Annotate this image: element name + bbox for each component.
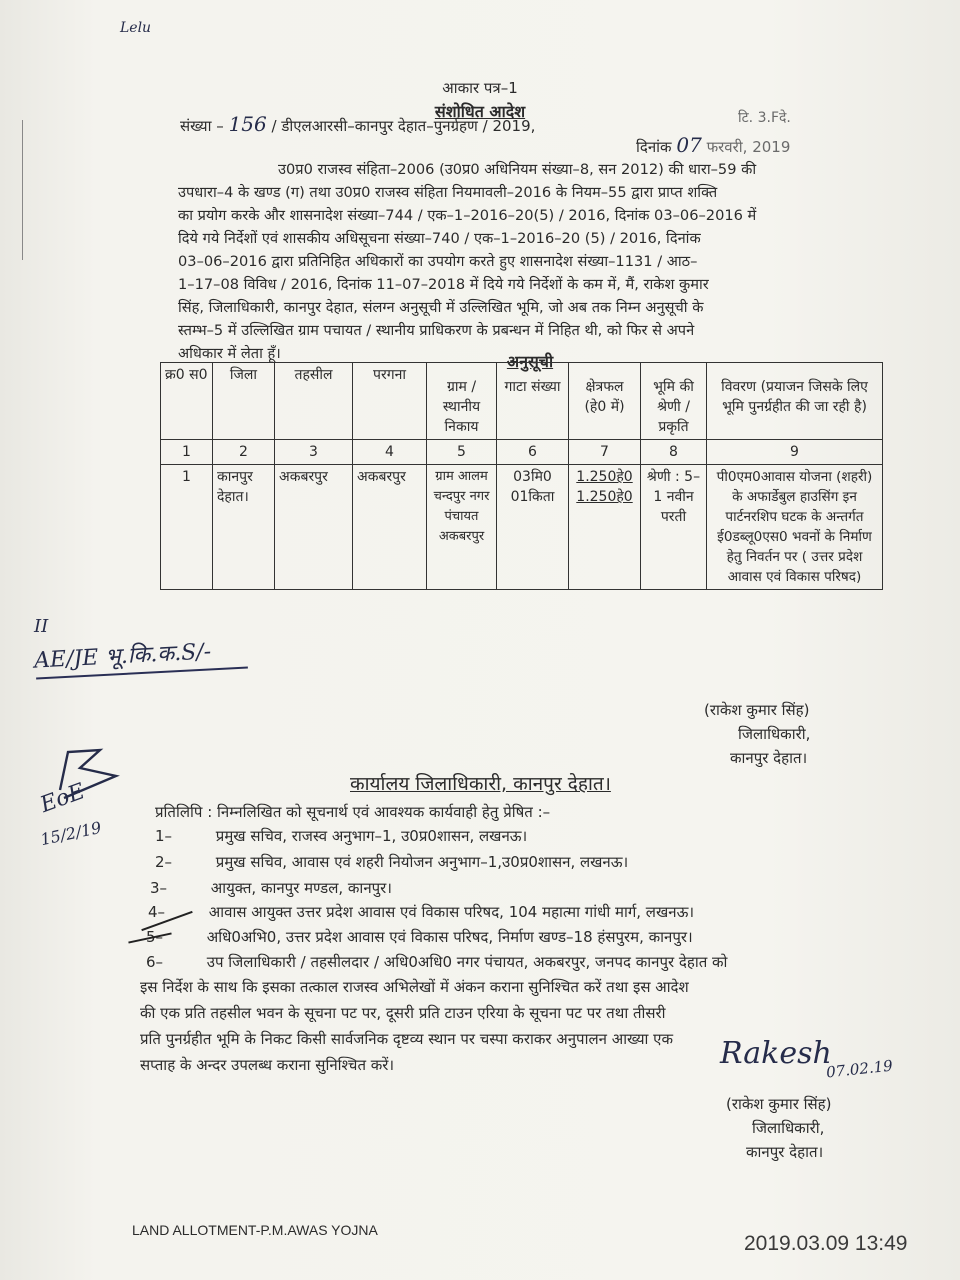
copy-item <box>148 900 694 924</box>
signature-block-2 <box>726 1092 831 1164</box>
signer-name: (राकेश कुमार सिंह) <box>726 1095 832 1113</box>
order-date-line <box>636 133 790 157</box>
header-district: जिला <box>213 363 275 440</box>
copy-item <box>150 876 392 900</box>
col-number: 4 <box>353 440 427 465</box>
top-right-faint-mark: टि. 3.Fदे. <box>738 110 791 126</box>
margin-note-ae-je: AE/JE भू.कि.क.S/- <box>33 639 212 674</box>
cell-description: पी0एम0आवास योजना (शहरी) के अफार्डेबुल हाउसिंग इन पार्टनरशिप घटक के अन्तर्गत ई0डब्लू0एस0 भवनों के निर्माण हेतु निवर्तन पर ( उत्तर प्रदेश आवास एवं विकास परिषद) <box>707 465 883 590</box>
copy-text: प्रमुख सचिव, राजस्व अनुभाग–1, उ0प्र0शासन, लखनऊ। <box>215 827 528 845</box>
col-number: 8 <box>641 440 707 465</box>
copy-num: 6– <box>146 953 164 971</box>
copy-num: 4– <box>148 903 166 921</box>
margin-note-top: II <box>34 616 49 637</box>
body-line: 1–17–08 विविध / 2016, दिनांक 11–07–2018 में दिये गये निर्देशों के कम में, मैं, राकेश कुमार <box>178 276 709 293</box>
copy-text: अधि0अभि0, उत्तर प्रदेश आवास एवं विकास परिषद, निर्माण खण्ड–18 हंसपुरम, कानपुर। <box>206 928 693 946</box>
body-line: उपधारा–4 के खण्ड (ग) तथा उ0प्र0 राजस्व संहिता नियमावली–2016 के नियम–55 द्वारा प्राप्त शक्ति <box>178 184 718 201</box>
cell-pargana: अकबरपुर <box>353 465 427 590</box>
header-description: विवरण (प्रयाजन जिसके लिए भूमि पुनर्ग्रहीत की जा रही है) <box>707 363 883 440</box>
copy-text: प्रमुख सचिव, आवास एवं शहरी नियोजन अनुभाग–1,उ0प्र0शासन, लखनऊ। <box>215 853 629 871</box>
order-ref: / डीएलआरसी–कानपुर देहात–पुनर्ग्रहण / 2019, <box>271 117 536 135</box>
copy-item <box>155 824 527 848</box>
copy-item <box>146 950 727 974</box>
order-number-prefix: संख्या – <box>180 117 224 135</box>
order-title: संशोधित आदेश <box>434 102 526 121</box>
signature-block-1 <box>704 698 810 770</box>
col-number: 6 <box>497 440 569 465</box>
body-line: उ0प्र0 राजस्व संहिता–2006 (उ0प्र0 अधिनियम संख्या–8, सन 2012) की धारा–59 की <box>278 161 757 178</box>
photo-timestamp: 2019.03.09 13:49 <box>744 1232 908 1255</box>
continuation-line: इस निर्देश के साथ कि इसका तत्काल राजस्व अभिलेखों में अंकन कराना सुनिश्चित करें तथा इस आदेश <box>140 978 689 996</box>
order-number-line <box>180 112 535 136</box>
col-number: 7 <box>569 440 641 465</box>
col-number: 3 <box>275 440 353 465</box>
signer-name: (राकेश कुमार सिंह) <box>704 701 810 719</box>
copy-text: आयुक्त, कानपुर मण्डल, कानपुर। <box>210 879 392 897</box>
body-line: 03–06–2016 द्वारा प्रतिनिहित अधिकारों का उपयोग करते हुए शासनादेश संख्या–1131 / आठ– <box>178 253 698 270</box>
header-tehsil: तहसील <box>275 363 353 440</box>
copy-text: आवास आयुक्त उत्तर प्रदेश आवास एवं विकास परिषद, 104 महात्मा गांधी मार्ग, लखनऊ। <box>208 903 695 921</box>
date-suffix: फरवरी, 2019 <box>706 138 791 156</box>
cell-category: श्रेणी : 5–1 नवीन परती <box>641 465 707 590</box>
top-left-faint-mark: Lelu <box>120 20 152 36</box>
signer-place: कानपुर देहात। <box>730 749 808 767</box>
continuation-line: प्रति पुनर्ग्रहीत भूमि के निकट किसी सार्वजनिक दृष्टव्य स्थान पर चस्पा कराकर अनुपालन आख्या एक <box>140 1030 673 1048</box>
body-line: अधिकार में लेता हूँ। <box>178 345 281 362</box>
header-gata: गाटा संख्या <box>497 363 569 440</box>
header-pargana: परगना <box>353 363 427 440</box>
copy-text: उप जिलाधिकारी / तहसीलदार / अधि0अधि0 नगर पंचायत, अकबरपुर, जनपद कानपुर देहात को <box>206 953 728 971</box>
cell-area-line: 1.250हे0 <box>576 469 633 485</box>
cell-area <box>569 465 641 590</box>
margin-note-eoe: EoE <box>37 778 89 819</box>
order-body <box>178 158 868 365</box>
schedule-table <box>160 362 883 590</box>
continuation-line: सप्ताह के अन्दर उपलब्ध कराना सुनिश्चित करें। <box>140 1056 395 1074</box>
cell-village: ग्राम आलम चन्दपुर नगर पंचायत अकबरपुर <box>427 465 497 590</box>
col-number: 9 <box>707 440 883 465</box>
copy-item <box>146 925 693 949</box>
copy-item <box>155 850 628 874</box>
continuation-line: की एक प्रति तहसील भवन के सूचना पट पर, दूसरी प्रति टाउन एरिया के सूचना पट पर तथा तीसरी <box>140 1004 666 1022</box>
cell-tehsil: अकबरपुर <box>275 465 353 590</box>
cell-gata: 03मि0 01किता <box>497 465 569 590</box>
schedule-header-row <box>161 363 883 440</box>
schedule-title: अनुसूची <box>506 352 554 371</box>
copy-num: 5– <box>146 928 164 946</box>
col-number: 5 <box>427 440 497 465</box>
copy-num: 2– <box>155 853 173 871</box>
body-line: का प्रयोग करके और शासनादेश संख्या–744 / एक–1–2016–20(5) / 2016, दिनांक 03–06–2016 में <box>178 207 757 224</box>
header-sno: क्र0 स0 <box>161 363 213 440</box>
handwritten-signature: Rakesh <box>720 1036 832 1071</box>
copy-intro: प्रतिलिपि : निम्नलिखित को सूचनार्थ एवं आवश्यक कार्यवाही हेतु प्रेषित :– <box>155 803 551 821</box>
date-hand: 07 <box>676 133 702 157</box>
page-edge-strip <box>0 120 23 260</box>
cell-area-line: 1.250हे0 <box>576 489 633 505</box>
office-heading: कार्यालय जिलाधिकारी, कानपुर देहात। <box>350 773 611 795</box>
form-label: आकार पत्र–1 <box>442 79 518 97</box>
body-line: दिये गये निर्देशों एवं शासकीय अधिसूचना संख्या–740 / एक–1–2016–20 (5) / 2016, दिनांक <box>178 230 701 247</box>
footer-label: LAND ALLOTMENT-P.M.AWAS YOJNA <box>132 1222 378 1238</box>
body-line: स्तम्भ–5 में उल्लिखित ग्राम पचायत / स्थानीय प्राधिकरण के प्रबन्धन में निहित थी, को फिर से अपने <box>178 322 695 339</box>
signature-hand-date: 07.02.19 <box>825 1056 894 1082</box>
col-number: 2 <box>213 440 275 465</box>
col-number: 1 <box>161 440 213 465</box>
body-line: सिंह, जिलाधिकारी, कानपुर देहात, संलग्न अनुसूची में उल्लिखित भूमि, जो अब तक निम्न अनुसूची के <box>178 299 704 316</box>
signer-place: कानपुर देहात। <box>746 1143 824 1161</box>
copy-num: 3– <box>150 879 168 897</box>
signer-designation: जिलाधिकारी, <box>752 1119 825 1137</box>
cell-district: कानपुर देहात। <box>213 465 275 590</box>
header-category: भूमि की श्रेणी / प्रकृति <box>641 363 707 440</box>
margin-note-date: 15/2/19 <box>38 817 103 850</box>
copy-num: 1– <box>155 827 173 845</box>
schedule-number-row <box>161 440 883 465</box>
order-number-hand: 156 <box>228 112 267 136</box>
schedule-data-row <box>161 465 883 590</box>
cell-sno: 1 <box>161 465 213 590</box>
header-area: क्षेत्रफल (हे0 में) <box>569 363 641 440</box>
date-label: दिनांक <box>636 138 672 156</box>
signer-designation: जिलाधिकारी, <box>738 725 811 743</box>
header-village: ग्राम / स्थानीय निकाय <box>427 363 497 440</box>
